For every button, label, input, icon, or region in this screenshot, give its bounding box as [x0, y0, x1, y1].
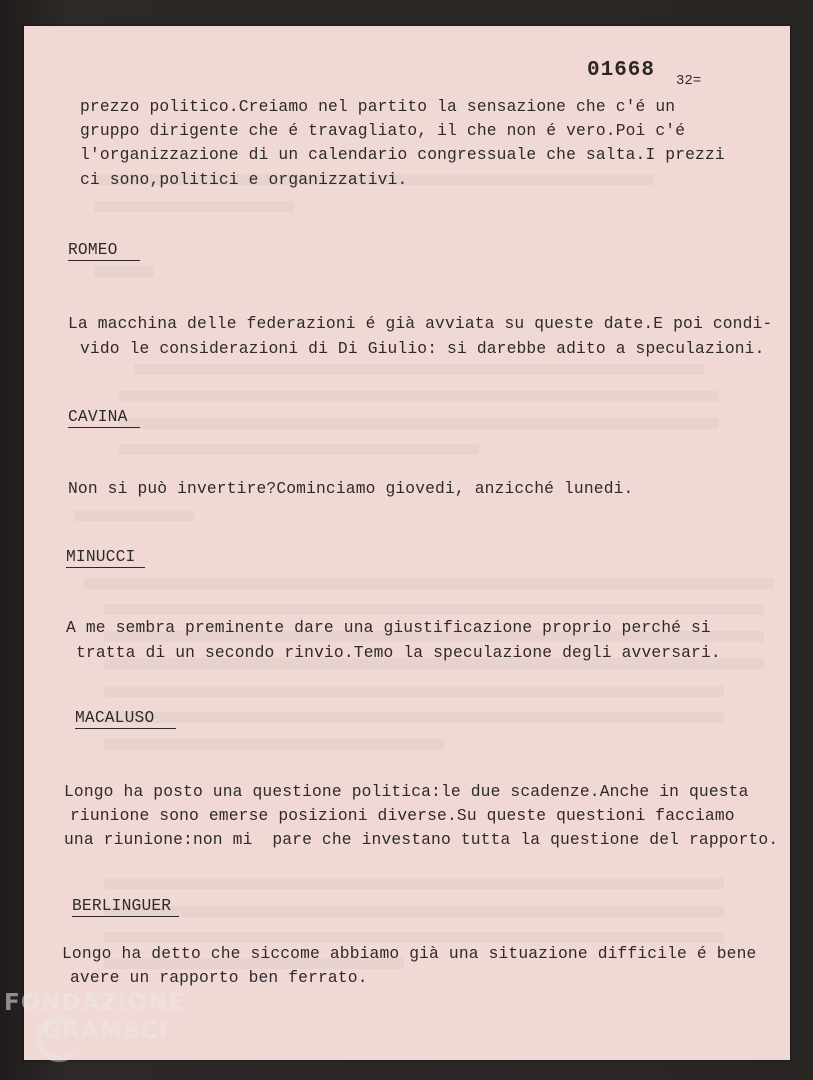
text-line: gruppo dirigente che é travagliato, il che non é vero.Poi c'é: [80, 121, 686, 140]
text-line: vido le considerazioni di Di Giulio: si darebbe adito a speculazioni.: [80, 339, 765, 358]
text-line: La macchina delle federazioni é già avviata su queste date.E poi condi-: [68, 314, 773, 333]
fondazione-gramsci-watermark: [4, 990, 204, 1070]
watermark-line3: onlus: [164, 1050, 191, 1061]
text-line: Longo ha posto una questione politica:le due scadenze.Anche in questa: [64, 782, 749, 801]
watermark-line1: FONDAZIONE: [4, 990, 186, 1016]
speaker-macaluso: MACALUSO: [75, 710, 176, 729]
text-line: una riunione:non mi pare che investano tutta la questione del rapporto.: [64, 830, 779, 849]
text-line: riunione sono emerse posizioni diverse.Su queste questioni facciamo: [70, 806, 735, 825]
text-line: Longo ha detto che siccome abbiamo già una situazione difficile é bene: [62, 944, 757, 963]
speaker-berlinguer: BERLINGUER: [72, 898, 179, 917]
text-line: prezzo politico.Creiamo nel partito la sensazione che c'é un: [80, 97, 676, 116]
text-line: Non si può invertire?Cominciamo giovedi, anzicché lunedi.: [68, 479, 634, 498]
page-number: 32=: [676, 73, 702, 89]
typewritten-page: [24, 26, 790, 1060]
text-line: ci sono,politici e organizzativi.: [80, 170, 408, 189]
speaker-minucci: MINUCCI: [66, 549, 145, 568]
text-line: tratta di un secondo rinvio.Temo la speculazione degli avversari.: [76, 643, 721, 662]
text-line: A me sembra preminente dare una giustificazione proprio perché si: [66, 618, 711, 637]
text-line: avere un rapporto ben ferrato.: [70, 968, 368, 987]
text-line: l'organizzazione di un calendario congressuale che salta.I prezzi: [80, 145, 725, 164]
document-number: 01668: [587, 59, 656, 82]
speaker-romeo: ROMEO: [68, 242, 140, 261]
speaker-cavina: CAVINA: [68, 409, 140, 428]
watermark-line2: GRAMSCI: [42, 1018, 169, 1044]
